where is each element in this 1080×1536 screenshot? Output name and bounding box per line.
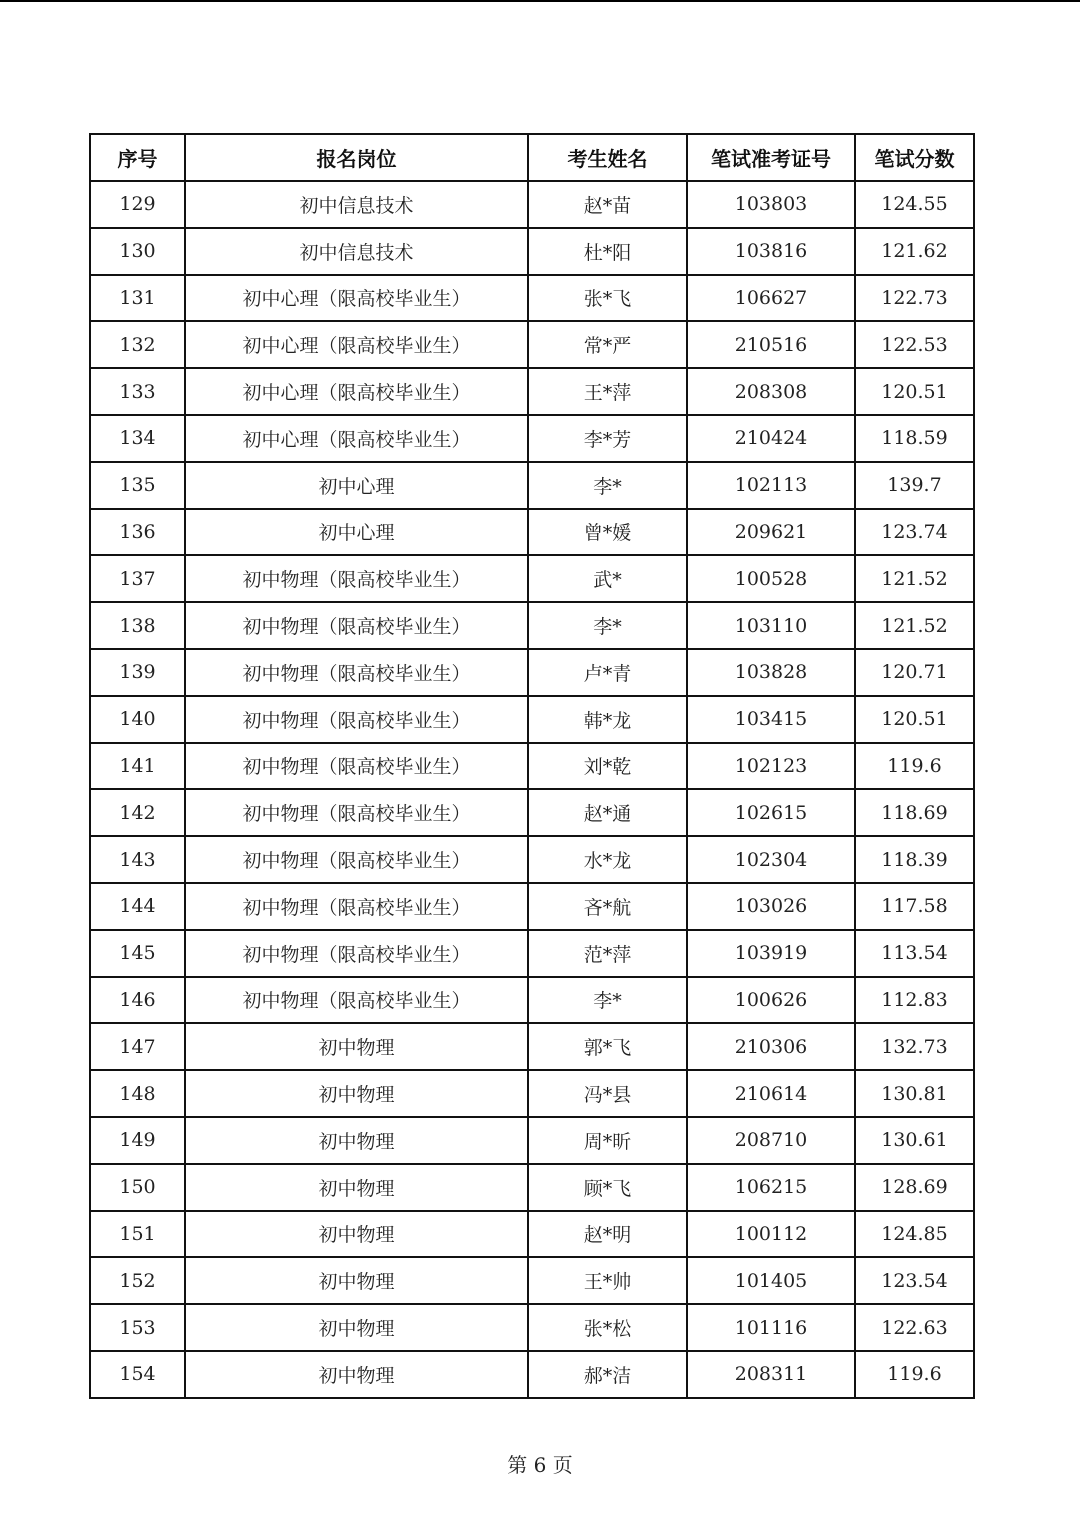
score-cell: 128.69 [855,1164,974,1211]
candidate-name-cell: 李* [528,462,687,509]
position-cell: 初中物理（限高校毕业生） [185,602,528,649]
score-cell: 121.62 [855,228,974,275]
score-cell: 119.6 [855,1351,974,1398]
candidate-name-cell: 顾*飞 [528,1164,687,1211]
position-cell: 初中物理 [185,1257,528,1304]
top-border-line [0,0,1080,2]
header-admission-ticket: 笔试准考证号 [687,134,855,181]
admission-ticket-cell: 101405 [687,1257,855,1304]
admission-ticket-cell: 208308 [687,368,855,415]
candidate-name-cell: 李* [528,602,687,649]
position-cell: 初中心理（限高校毕业生） [185,368,528,415]
position-cell: 初中物理 [185,1211,528,1258]
admission-ticket-cell: 103110 [687,602,855,649]
table-row [90,228,974,275]
serial-number-cell: 151 [90,1211,185,1258]
position-cell: 初中物理（限高校毕业生） [185,649,528,696]
candidate-name-cell: 刘*乾 [528,743,687,790]
score-cell: 130.61 [855,1117,974,1164]
table-row [90,836,974,883]
table-row [90,509,974,556]
table-row [90,649,974,696]
table-row [90,1023,974,1070]
serial-number-cell: 131 [90,275,185,322]
table-row [90,1070,974,1117]
serial-number-cell: 132 [90,321,185,368]
admission-ticket-cell: 208311 [687,1351,855,1398]
score-cell: 130.81 [855,1070,974,1117]
table-row [90,181,974,228]
position-cell: 初中物理（限高校毕业生） [185,555,528,602]
admission-ticket-cell: 103816 [687,228,855,275]
table-row [90,696,974,743]
score-cell: 118.39 [855,836,974,883]
candidate-name-cell: 韩*龙 [528,696,687,743]
admission-ticket-cell: 102615 [687,789,855,836]
serial-number-cell: 147 [90,1023,185,1070]
serial-number-cell: 143 [90,836,185,883]
header-serial-number: 序号 [90,134,185,181]
score-cell: 120.51 [855,368,974,415]
admission-ticket-cell: 208710 [687,1117,855,1164]
table-row [90,602,974,649]
candidate-name-cell: 李* [528,977,687,1024]
table-row [90,1211,974,1258]
position-cell: 初中心理（限高校毕业生） [185,321,528,368]
position-cell: 初中物理 [185,1164,528,1211]
admission-ticket-cell: 209621 [687,509,855,556]
score-cell: 121.52 [855,602,974,649]
candidate-name-cell: 周*昕 [528,1117,687,1164]
position-cell: 初中物理（限高校毕业生） [185,743,528,790]
serial-number-cell: 139 [90,649,185,696]
table-row [90,321,974,368]
position-cell: 初中信息技术 [185,181,528,228]
candidate-name-cell: 张*松 [528,1304,687,1351]
serial-number-cell: 136 [90,509,185,556]
serial-number-cell: 138 [90,602,185,649]
table-row [90,415,974,462]
table-row [90,1351,974,1398]
serial-number-cell: 144 [90,883,185,930]
score-cell: 118.59 [855,415,974,462]
position-cell: 初中物理 [185,1023,528,1070]
position-cell: 初中物理 [185,1070,528,1117]
candidate-name-cell: 水*龙 [528,836,687,883]
score-cell: 124.85 [855,1211,974,1258]
candidate-name-cell: 郝*洁 [528,1351,687,1398]
exam-results-table [89,133,975,1399]
admission-ticket-cell: 100528 [687,555,855,602]
serial-number-cell: 145 [90,930,185,977]
position-cell: 初中物理（限高校毕业生） [185,789,528,836]
table-body [90,181,974,1398]
candidate-name-cell: 李*芳 [528,415,687,462]
candidate-name-cell: 赵*苗 [528,181,687,228]
score-cell: 120.71 [855,649,974,696]
admission-ticket-cell: 210614 [687,1070,855,1117]
serial-number-cell: 129 [90,181,185,228]
admission-ticket-cell: 103919 [687,930,855,977]
serial-number-cell: 130 [90,228,185,275]
candidate-name-cell: 赵*通 [528,789,687,836]
position-cell: 初中物理（限高校毕业生） [185,930,528,977]
candidate-name-cell: 武* [528,555,687,602]
score-cell: 117.58 [855,883,974,930]
header-row [90,134,974,181]
serial-number-cell: 153 [90,1304,185,1351]
score-cell: 121.52 [855,555,974,602]
admission-ticket-cell: 101116 [687,1304,855,1351]
table-row [90,275,974,322]
position-cell: 初中心理（限高校毕业生） [185,275,528,322]
candidate-name-cell: 赵*明 [528,1211,687,1258]
admission-ticket-cell: 103026 [687,883,855,930]
candidate-name-cell: 冯*县 [528,1070,687,1117]
serial-number-cell: 148 [90,1070,185,1117]
header-written-score: 笔试分数 [855,134,974,181]
table-row [90,1117,974,1164]
page-number: 第 6 页 [507,1453,573,1477]
serial-number-cell: 140 [90,696,185,743]
table-header [90,134,974,181]
candidate-name-cell: 卢*青 [528,649,687,696]
score-cell: 119.6 [855,743,974,790]
admission-ticket-cell: 100112 [687,1211,855,1258]
score-cell: 139.7 [855,462,974,509]
table-row [90,977,974,1024]
candidate-name-cell: 曾*媛 [528,509,687,556]
table-row [90,883,974,930]
position-cell: 初中心理 [185,462,528,509]
admission-ticket-cell: 106215 [687,1164,855,1211]
serial-number-cell: 135 [90,462,185,509]
candidate-name-cell: 范*萍 [528,930,687,977]
serial-number-cell: 154 [90,1351,185,1398]
serial-number-cell: 149 [90,1117,185,1164]
admission-ticket-cell: 102113 [687,462,855,509]
position-cell: 初中信息技术 [185,228,528,275]
score-cell: 124.55 [855,181,974,228]
candidate-name-cell: 王*萍 [528,368,687,415]
position-cell: 初中心理 [185,509,528,556]
table-row [90,1304,974,1351]
position-cell: 初中物理 [185,1304,528,1351]
serial-number-cell: 133 [90,368,185,415]
table-row [90,462,974,509]
score-cell: 112.83 [855,977,974,1024]
admission-ticket-cell: 103803 [687,181,855,228]
position-cell: 初中物理（限高校毕业生） [185,977,528,1024]
score-cell: 122.63 [855,1304,974,1351]
header-candidate-name: 考生姓名 [528,134,687,181]
serial-number-cell: 146 [90,977,185,1024]
admission-ticket-cell: 102304 [687,836,855,883]
admission-ticket-cell: 106627 [687,275,855,322]
candidate-name-cell: 张*飞 [528,275,687,322]
table-row [90,789,974,836]
table-row [90,368,974,415]
serial-number-cell: 134 [90,415,185,462]
serial-number-cell: 137 [90,555,185,602]
admission-ticket-cell: 103828 [687,649,855,696]
admission-ticket-cell: 210424 [687,415,855,462]
serial-number-cell: 142 [90,789,185,836]
table-row [90,1164,974,1211]
position-cell: 初中物理（限高校毕业生） [185,696,528,743]
score-cell: 120.51 [855,696,974,743]
table-row [90,930,974,977]
score-cell: 123.74 [855,509,974,556]
table-row [90,743,974,790]
position-cell: 初中物理 [185,1117,528,1164]
candidate-name-cell: 常*严 [528,321,687,368]
header-position: 报名岗位 [185,134,528,181]
admission-ticket-cell: 102123 [687,743,855,790]
score-cell: 122.73 [855,275,974,322]
candidate-name-cell: 郭*飞 [528,1023,687,1070]
score-cell: 123.54 [855,1257,974,1304]
score-cell: 118.69 [855,789,974,836]
admission-ticket-cell: 103415 [687,696,855,743]
admission-ticket-cell: 100626 [687,977,855,1024]
position-cell: 初中物理（限高校毕业生） [185,883,528,930]
score-cell: 113.54 [855,930,974,977]
candidate-name-cell: 王*帅 [528,1257,687,1304]
admission-ticket-cell: 210306 [687,1023,855,1070]
position-cell: 初中物理（限高校毕业生） [185,836,528,883]
serial-number-cell: 150 [90,1164,185,1211]
admission-ticket-cell: 210516 [687,321,855,368]
candidate-name-cell: 吝*航 [528,883,687,930]
position-cell: 初中物理 [185,1351,528,1398]
serial-number-cell: 152 [90,1257,185,1304]
table-row [90,555,974,602]
serial-number-cell: 141 [90,743,185,790]
score-cell: 132.73 [855,1023,974,1070]
score-cell: 122.53 [855,321,974,368]
table-row [90,1257,974,1304]
candidate-name-cell: 杜*阳 [528,228,687,275]
position-cell: 初中心理（限高校毕业生） [185,415,528,462]
